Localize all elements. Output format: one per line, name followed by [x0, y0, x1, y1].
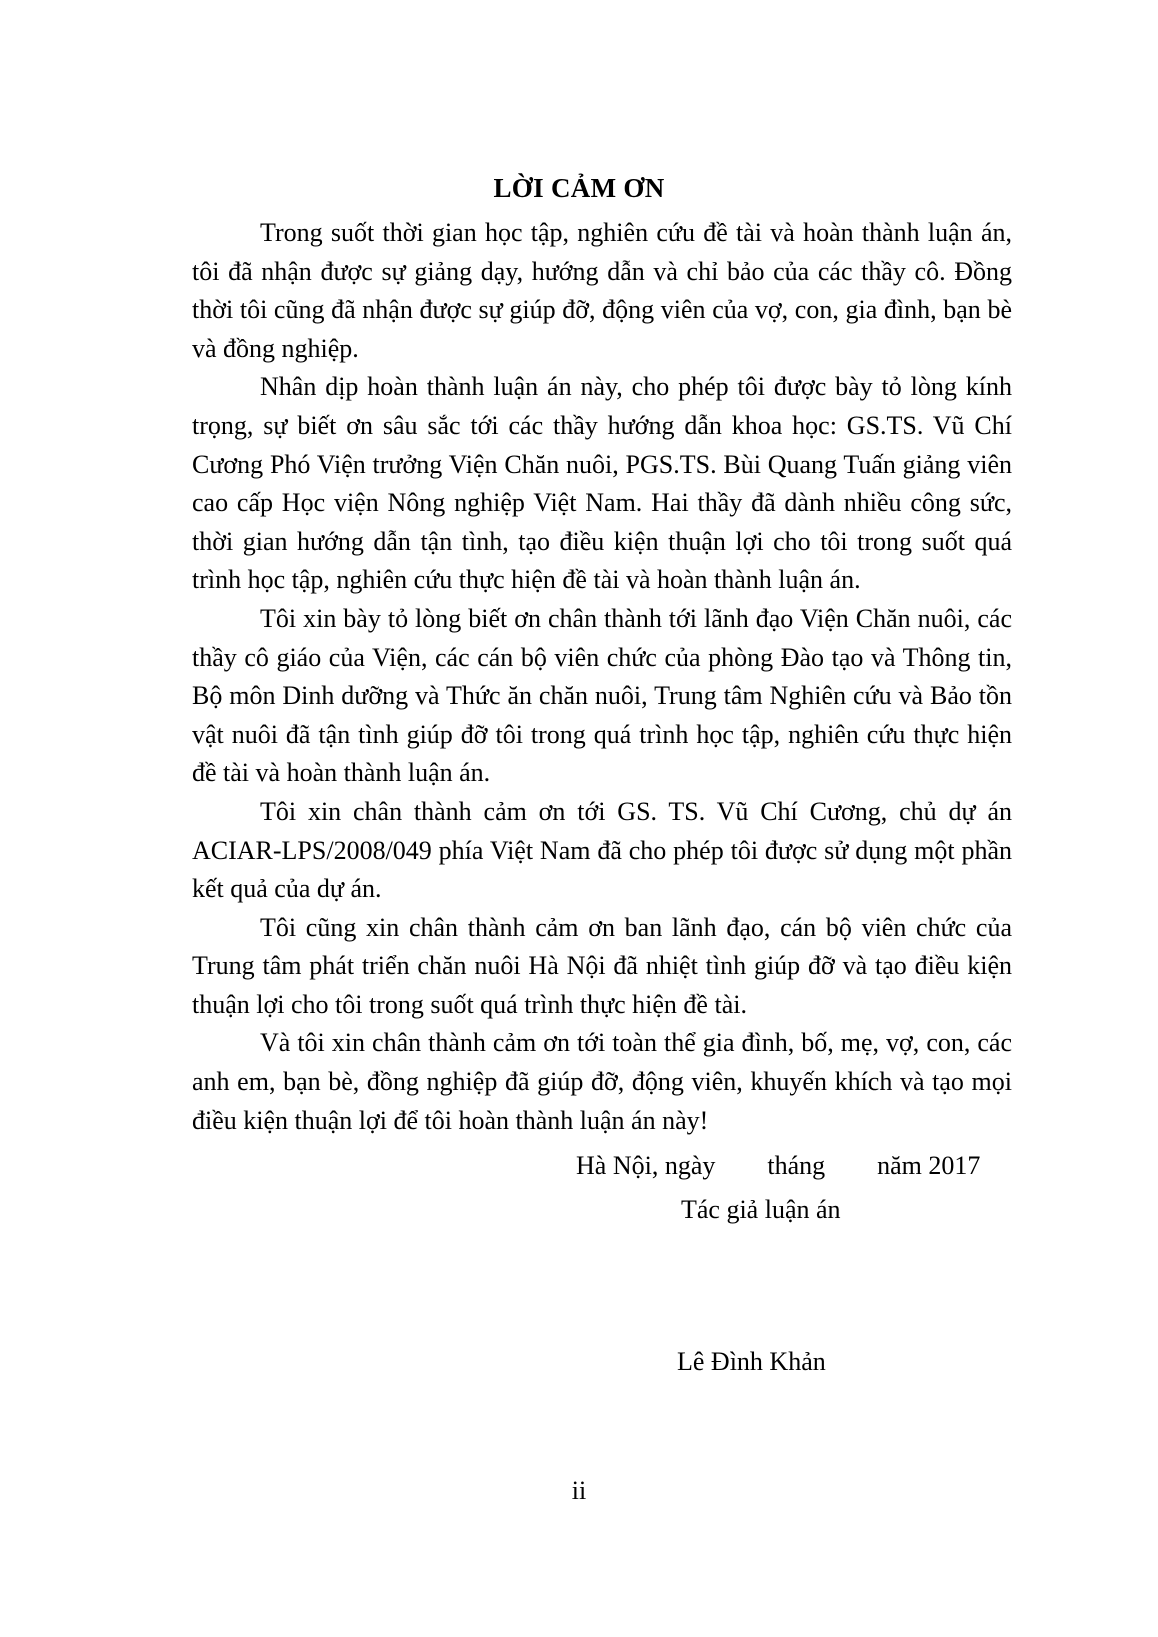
paragraph: Và tôi xin chân thành cảm ơn tới toàn thể gia đình, bố, mẹ, vợ, con, các anh em, bạn bè, đồng nghiệp đã giúp đỡ, động viên, khuyến khích và tạo mọi điều kiện thuận lợi để tôi hoàn thành luận án này! [192, 1028, 1012, 1135]
paragraph: Tôi xin bày tỏ lòng biết ơn chân thành tới lãnh đạo Viện Chăn nuôi, các thầy cô giáo của Viện, các cán bộ viên chức của phòng Đào tạo và Thông tin, Bộ môn Dinh dưỡng và Thức ăn chăn nuôi, Trung tâm Nghiên cứu và Bảo tồn vật nuôi đã tận tình giúp đỡ tôi trong quá trình học tập, nghiên cứu thực hiện đề tài và hoàn thành luận án. [192, 603, 1012, 788]
acknowledgement-body [192, 214, 1012, 1140]
paragraph: Tôi xin chân thành cảm ơn tới GS. TS. Vũ Chí Cương, chủ dự án ACIAR-LPS/2008/049 phía Việt Nam đã cho phép tôi được sử dụng một phần kết quả của dự án. [192, 796, 1012, 904]
date-line: Hà Nội, ngày tháng năm 2017 [576, 1151, 981, 1180]
page-number: ii [571, 1476, 587, 1505]
author-role: Tác giả luận án [681, 1195, 841, 1224]
page-title: LỜI CẢM ƠN [493, 173, 665, 203]
paragraph: Nhân dịp hoàn thành luận án này, cho phép tôi được bày tỏ lòng kính trọng, sự biết ơn sâu sắc tới các thầy hướng dẫn khoa học: GS.TS. Vũ Chí Cương Phó Viện trưởng Viện Chăn nuôi, PGS.TS. Bùi Quang Tuấn giảng viên cao cấp Học viện Nông nghiệp Việt Nam. Hai thầy đã dành nhiều công sức, thời gian hướng dẫn tận tình, tạo điều kiện thuận lợi cho tôi trong suốt quá trình học tập, nghiên cứu thực hiện đề tài và hoàn thành luận án. [192, 372, 1012, 595]
author-name: Lê Đình Khản [677, 1347, 826, 1376]
paragraph: Trong suốt thời gian học tập, nghiên cứu đề tài và hoàn thành luận án, tôi đã nhận được sự giảng dạy, hướng dẫn và chỉ bảo của các thầy cô. Đồng thời tôi cũng đã nhận được sự giúp đỡ, động viên của vợ, con, gia đình, bạn bè và đồng nghiệp. [192, 218, 1012, 363]
paragraph: Tôi cũng xin chân thành cảm ơn ban lãnh đạo, cán bộ viên chức của Trung tâm phát triển chăn nuôi Hà Nội đã nhiệt tình giúp đỡ và tạo điều kiện thuận lợi cho tôi trong suốt quá trình thực hiện đề tài. [192, 912, 1012, 1019]
